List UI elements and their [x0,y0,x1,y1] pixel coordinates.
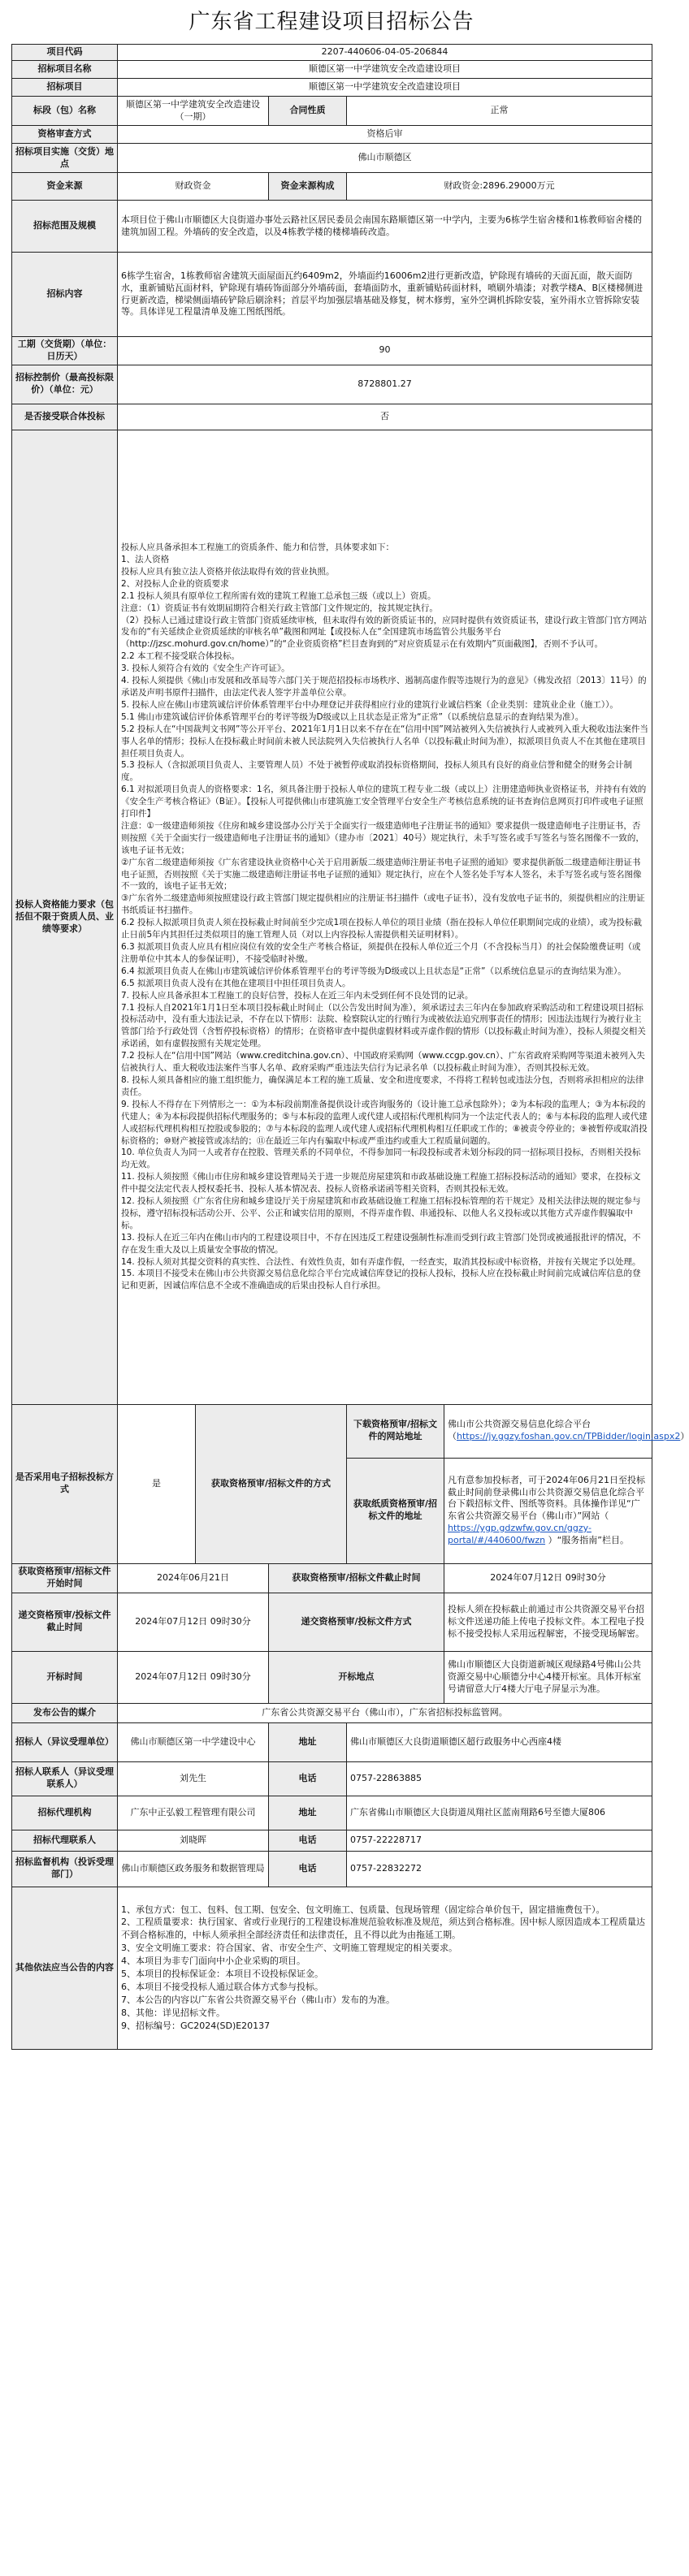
tenderer-contact-label: 招标人联系人（异议受理联系人） [12,1761,118,1796]
requirement-paragraph: 6.2 投标人拟派项目负责人须在投标截止时间前至少完成1项在投标人单位的项目业绩（指在投标人单位任职期间完成的业绩），或为投标截止日前5年内其担任过类似项目的施工管理人员（对以上内容投标人需提供相关证明材料）。 [121,918,642,940]
requirement-paragraph: 13. 投标人在近三年内在佛山市内的工程建设项目中，不存在因违反工程建设强制性标准而受到行政主管部门处罚或被通报批评的情况，不存在发生重大及以上质量安全事故的情况。 [121,1232,641,1255]
row-requirements [12,430,652,1404]
obtain-start-label: 获取资格预审/招标文件开始时间 [12,1563,118,1593]
row-other [12,1887,652,2049]
row-section [12,97,652,126]
requirement-paragraph: 8. 投标人须具备相应的施工组织能力，确保满足本工程的施工质量、安全和进度要求，不得将工程转包或违法分包，否则将承担相应的法律责任。 [121,1074,644,1097]
tenderer-phone-value: 0757-22863885 [347,1761,652,1796]
other-label: 其他依法应当公告的内容 [12,1887,118,2049]
agency-label: 招标代理机构 [12,1796,118,1830]
section-value: 顺德区第一中学建筑安全改造建设（一期） [118,97,269,126]
contract-nature-label: 合同性质 [269,97,347,126]
row-agency-contact [12,1830,652,1851]
opening-place-value: 佛山市顺德区大良街道新城区观绿路4号佛山公共资源交易中心顺德分中心4楼开标室。具体开标室号请留意大厅4楼大厅电子屏显示为准。 [444,1651,652,1703]
fund-source-value: 财政资金 [118,173,269,201]
requirement-paragraph: 12. 投标人须按照《广东省住房和城乡建设厅关于房屋建筑和市政基础设施工程施工招标投标管理的若干规定》及相关法律法规的规定参与投标，遵守招标投标活动公开、公平、公正和诚实信用的原则，不得弄虚作假、串通投标、以他人名义投标或以其他方式弄虚作假骗取中标。 [121,1196,641,1230]
duration-label: 工期（交货期）（单位：日历天） [12,337,118,365]
supervision-value: 佛山市顺德区政务服务和数据管理局 [118,1851,269,1887]
project-name-value: 顺德区第一中学建筑安全改造建设项目 [118,61,652,79]
scope-label: 招标范围及规模 [12,201,118,253]
other-content-paragraph: 5、本项目的投标保证金：本项目不设投标保证金。 [121,1969,323,1980]
other-content-paragraph: 2、工程质量要求：执行国家、省或行业现行的工程建设标准规范验收标准及规范，须达到合格标准。因中标人原因造成本工程质量达不到合格标准的，中标人须承担全部经济责任和法律责任，且不得以此为由拖延工期。 [121,1917,645,1941]
requirement-paragraph: 5. 投标人应在佛山市建筑诚信评价体系管理平台中办理登记并获得相应行业的建筑行业诚信档案（企业类别：建筑业企业（施工））。 [121,699,618,710]
other-content-paragraph: 1、承包方式：包工、包料、包工期、包安全、包文明施工、包质量、包现场管理（固定综合单价包干，固定措施费包干）。 [121,1904,605,1915]
row-opening [12,1651,652,1703]
requirement-paragraph: 11. 投标人须按照《佛山市住房和城乡建设管理局关于进一步规范房屋建筑和市政基础设施工程施工招标投标活动的通知》要求，在投标文件中提交法定代表人授权委托书、投标人基本情况表、投标人资格承诺函等相关资料，否则其投标无效。 [121,1172,641,1195]
requirement-paragraph: 2.1 投标人须具有原单位工程所需有效的建筑工程施工总承包三级（或以上）资质。 [121,590,436,601]
tenderer-contact-value: 刘先生 [118,1761,269,1796]
requirements-value [118,430,652,1404]
control-price-label: 招标控制价（最高投标限价）（单位：元） [12,365,118,404]
requirement-paragraph: 2、对投标人企业的资质要求 [121,578,229,589]
other-value [118,1887,652,2049]
location-label: 招标项目实施（交货）地点 [12,144,118,173]
supervision-label: 招标监督机构（投诉受理部门） [12,1851,118,1887]
row-tenderer-contact [12,1761,652,1796]
row-project-code [12,45,652,61]
requirement-paragraph: 6.5 拟派项目负责人没有在其他在建项目中担任项目负责人。 [121,978,351,988]
other-content-paragraph: 8、其他：详见招标文件。 [121,2008,225,2018]
obtain-method-label: 获取资格预审/招标文件的方式 [196,1404,347,1563]
obtain-end-value: 2024年07月12日 09时30分 [444,1563,652,1593]
requirement-paragraph: 注意：（1）资质证书有效期届期符合相关行政主管部门文件规定的，按其规定执行。 [121,603,438,613]
consortium-value: 否 [118,404,652,430]
row-duration [12,337,652,365]
content-value: 6栋学生宿舍，1栋教师宿舍建筑天面屋面瓦约6409m2，外墙面约16006m2进行更新改造，铲除现有墙砖的天面瓦面，散天面防水，重新铺贴瓦面材料，铲除现有墙砖饰面部分外墙砖面，套墙面防水，重新铺贴砖面材料，喷刷外墙漆；对教学楼A、B区楼梯侧进行更新改造，梯梁侧面墙砖铲除后刷涂料；首层平均加强层墙基础及修复，树木修剪，室外空调机拆除安装，室外雨水立管拆除安装等。具体详见工程量清单及施工图纸图纸。 [118,253,652,337]
download-site-link[interactable]: https://jy.ggzy.foshan.gov.cn/TPBidder/login.aspx2 [457,1431,681,1442]
tenderer-phone-label: 电话 [269,1761,347,1796]
location-value: 佛山市顺德区 [118,144,652,173]
requirement-paragraph: 7.1 投标人自2021年1月1日至本项目投标截止时间止（以公告发出时间为准），须承诺过去三年内在参加政府采购活动和工程建设项目招标投标活动中，没有重大违法记录，不存在以下情形：法院、检察院认定的行贿行为或被依法追究刑事责任的情形；因违法违规行为被行业主管部门给予行政处罚（含暂停投标资格）的情形；在资格审查中提供虚假材料或弄虚作假的情形（以投标截止时间为准），投标人须提交相关承诺函，如有虚假按照有关规定处理。 [121,1002,646,1049]
tenderer-address-value: 佛山市顺德区大良街道顺德区超行政服务中心西座4楼 [347,1722,652,1761]
requirement-paragraph: 投标人应具备承担本工程施工的资质条件、能力和信誉，具体要求如下： [121,542,394,553]
other-content-paragraph: 7、本公告的内容以广东省公共资源交易平台（佛山市）发布的为准。 [121,1995,395,2006]
electronic-label: 是否采用电子招标投标方式 [12,1404,118,1563]
project-name-label: 招标项目名称 [12,61,118,79]
row-content [12,253,652,337]
requirement-paragraph: 注意：①一级建造师须按《住房和城乡建设部办公厅关于全面实行一级建造师电子注册证书的通知》要求提供一级建造师电子注册证书，否则按照《关于全面实行一级建造师电子注册证书的通知》（建办市〔2021〕40号）规定执行，未手写签名或手写签名与签名图像不一致的，该电子证书无效； [121,820,644,855]
submit-method-label: 递交资格预审/投标文件方式 [269,1593,444,1651]
media-value: 广东省公共资源交易平台（佛山市），广东省招标投标监管网。 [118,1703,652,1722]
row-control-price [12,365,652,404]
content-label: 招标内容 [12,253,118,337]
requirement-paragraph: 投标人应具有独立法人资格并依法取得有效的营业执照。 [121,566,335,577]
requirement-paragraph: 5.2 投标人在“中国裁判文书网”等公开平台、2021年1月1日以来不存在在“信用中国”网站被列入失信被执行人或被列入重大税收违法案件当事人名单的情形；投标人在投标截止时间前未被人民法院列入失信被执行人名单（以投标截止时间为准），拟派项目负责人不在其他在建项目担任项目负责人。 [121,724,648,759]
submit-method-value: 投标人须在投标截止前通过市公共资源交易平台招标文件送递功能上传电子投标文件。本工程电子投标不接受投标人采用远程解密，不接受现场解密。 [444,1593,652,1651]
download-site-close: ） [680,1431,689,1442]
requirement-paragraph: 15. 本项目不接受未在佛山市公共资源交易信息化综合平台完成诚信库登记的投标人投标，投标人应在投标截止时间前完成诚信库信息的登记和更新，因诚信库信息不全或不准确造成的后果由投标人自行承担。 [121,1269,641,1291]
opening-time-label: 开标时间 [12,1651,118,1703]
row-scope [12,201,652,253]
tenderer-value: 佛山市顺德区第一中学建设中心 [118,1722,269,1761]
agency-value: 广东中正弘毅工程管理有限公司 [118,1796,269,1830]
other-content-paragraph: 4、本项目为非专门面向中小企业采购的项目。 [121,1956,306,1967]
other-content-paragraph: 3、安全文明施工要求：符合国家、省、市安全生产、文明施工管理规定的相关要求。 [121,1943,457,1954]
electronic-value: 是 [118,1404,196,1563]
requirement-paragraph: ③广东省外二级建造师须按照建设行政主管部门规定提供相应的注册证书扫描件（或电子证书），没有发放电子证书的，须提供相应的注册证书纸质证书扫描件。 [121,893,645,916]
download-site-label: 下载资格预审/招标文件的网站地址 [347,1404,444,1458]
requirement-paragraph: 3. 投标人须符合有效的《安全生产许可证》。 [121,663,290,674]
other-content-list [121,1904,648,2033]
submit-deadline-label: 递交资格预审/投标文件截止时间 [12,1593,118,1651]
requirement-paragraph: 14. 投标人须对其提交资料的真实性、合法性、有效性负责，如有弄虚作假，一经查实，取消其投标或中标资格，并按有关规定予以处理。 [121,1256,641,1267]
agency-address-label: 地址 [269,1796,347,1830]
paper-address-label: 获取纸质资格预审/招标文件的地址 [347,1458,444,1563]
supervision-phone-value: 0757-22832272 [347,1851,652,1887]
requirements-label: 投标人资格能力要求（包括但不限于资质人员、业绩等要求） [12,430,118,1404]
requirement-paragraph: 7. 投标人应具备承担本工程施工的良好信誉，投标人在近三年内未受到任何不良处罚的记录。 [121,990,474,1001]
tenderer-address-label: 地址 [269,1722,347,1761]
page-title: 广东省工程建设项目招标公告 [188,10,474,34]
paper-address-close: ）“服务指南”栏目。 [545,1534,629,1545]
project-code-value: 2207-440606-04-05-206844 [118,45,652,61]
row-qualification [12,126,652,144]
paper-address-value [444,1458,652,1563]
tender-project-value: 顺德区第一中学建筑安全改造建设项目 [118,79,652,97]
agency-contact-value: 刘晓晖 [118,1830,269,1851]
consortium-label: 是否接受联合体投标 [12,404,118,430]
announcement-table [11,44,689,2050]
opening-place-label: 开标地点 [269,1651,444,1703]
submit-deadline-value: 2024年07月12日 09时30分 [118,1593,269,1651]
obtain-end-label: 获取资格预审/招标文件截止时间 [269,1563,444,1593]
qualification-value: 资格后审 [118,126,652,144]
scope-value: 本项目位于佛山市顺德区大良街道办事处云路社区居民委员会南国东路顺德区第一中学内，主要为6栋学生宿舍楼和1栋教师宿舍楼的建筑加固工程。外墙砖的安全改造，以及4栋教学楼的楼梯墙砖改造。 [118,201,652,253]
section-label: 标段（包）名称 [12,97,118,126]
agency-contact-label: 招标代理联系人 [12,1830,118,1851]
contract-nature-value: 正常 [347,97,652,126]
row-fund-source [12,173,652,201]
requirement-paragraph: 6.4 拟派项目负责人在佛山市建筑诚信评价体系管理平台的考评等级为D级或以上且状态是“正常”（以系统信息显示的查询结果为准）。 [121,966,626,976]
other-content-paragraph: 9、招标编号：GC2024(SD)E20137 [121,2020,271,2031]
requirement-paragraph: 9. 投标人不得存在下列情形之一：①为本标段前期准备提供设计或咨询服务的（设计施工总承包除外）；②为本标段的监理人；③为本标段的代建人；④为本标段提供招标代理服务的；⑤与本标段的监理人或代建人或招标代理机构同为一个法定代表人的；⑥与本标段的监理人或代建人或招标代理机构相互控股或参股的；⑦与本标段的监理人或代建人或招标代理机构相互任职或工作的；⑧被责令停业的；⑨被暂停或取消投标资格的；⑩财产被接管或冻结的；⑪在最近三年内有骗取中标或严重违约或重大工程质量问题的。 [121,1099,648,1146]
row-agency [12,1796,652,1830]
requirement-paragraph: 10. 单位负责人为同一人或者存在控股、管理关系的不同单位，不得参加同一标段投标或者未划分标段的同一招标项目投标，否则相关投标均无效。 [121,1148,641,1170]
fund-source-label: 资金来源 [12,173,118,201]
project-code-label: 项目代码 [12,45,118,61]
paper-address-text: 凡有意参加投标者，可于2024年06月21日至投标截止时间前登录佛山市公共资源交易信息化综合平台下载招标文件、图纸等资料。具体操作详见“广东省公共资源交易平台（佛山市）”网站（ [448,1474,645,1522]
requirement-paragraph: 2.2 本工程不接受联合体投标。 [121,651,240,662]
supervision-phone-label: 电话 [269,1851,347,1887]
row-submit [12,1593,652,1651]
agency-address-value: 广东省佛山市顺德区大良街道凤翔社区蓝南翔路6号至德大厦806 [347,1796,652,1830]
duration-value: 90 [118,337,652,365]
download-site-text: 佛山市公共资源交易信息化综合平台（ [448,1419,591,1442]
requirement-paragraph: 4. 投标人须提供《佛山市发展和改革局等六部门关于规范招投标市场秩序、遏制高虚作假等违规行为的意见》（佛发改招〔2013〕11号）的承诺及声明书原件扫描件，由法定代表人签字并盖单位公章。 [121,676,647,698]
qualification-label: 资格审查方式 [12,126,118,144]
obtain-start-value: 2024年06月21日 [118,1563,269,1593]
tender-project-label: 招标项目 [12,79,118,97]
row-tenderer [12,1722,652,1761]
requirement-paragraph: 1、法人资格 [121,555,170,564]
row-consortium [12,404,652,430]
row-tender-project [12,79,652,97]
row-media [12,1703,652,1722]
requirement-paragraph: 5.3 投标人（含拟派项目负责人、主要管理人员）不处于被暂停或取消投标资格期间，投标人须具有良好的商业信誉和健全的财务会计制度。 [121,760,633,783]
requirement-paragraph: 7.2 投标人在“信用中国”网站（www.creditchina.gov.cn）、中国政府采购网（www.ccgp.gov.cn）、广东省政府采购网等渠道未被列入失信被执行人、重大税收违法案件当事人名单、政府采购严重违法失信行为记录名单（以投标截止时间为准），否则其投标无效。 [121,1051,645,1074]
row-electronic-1 [12,1404,652,1458]
tenderer-label: 招标人（异议受理单位） [12,1722,118,1761]
requirement-paragraph: 5.1 佛山市建筑诚信评价体系管理平台的考评等级为D级或以上且状态是正常为“正常”（以系统信息显示的查询结果为准）。 [121,711,584,722]
other-content-paragraph: 6、本项目不接受投标人通过联合体方式参与投标。 [121,1982,323,1993]
requirement-paragraph: 6.1 对拟派项目负责人的资格要求：1名，须具备注册于投标人单位的建筑工程专业二级（或以上）注册建造师执业资格证书，并持有有效的《安全生产考核合格证》（B证）。【投标人可提供佛山市建筑施工安全管理平台安全生产考核信息系统的证书查询信息网页打印件或电子证照打印件】 [121,784,647,819]
agency-phone-value: 0757-22228717 [347,1830,652,1851]
requirement-paragraph: 6.3 拟派项目负责人应具有相应岗位有效的安全生产考核合格证，须提供在投标人单位近三个月（不含投标当月）的社会保险缴费证明（或注册单位中其本人的参保证明），不接受临时补缴。 [121,942,641,964]
download-site-value [444,1404,689,1458]
opening-time-value: 2024年07月12日 09时30分 [118,1651,269,1703]
control-price-value: 8728801.27 [118,365,652,404]
requirements-list [121,542,648,1292]
fund-composition-label: 资金来源构成 [269,173,347,201]
fund-composition-value: 财政资金:2896.29000万元 [347,173,652,201]
media-label: 发布公告的媒介 [12,1703,118,1722]
row-supervision [12,1851,652,1887]
row-location [12,144,652,173]
requirement-paragraph: ②广东省二级建造师须按《广东省建设执业资格中心关于启用新版二级建造师注册证书电子证照的通知》要求提供新版二级建造师注册证书电子证照，否则按照《关于实施二级建造师注册证书电子证照的通知》规定执行，应在个人签名处手写本人签名，未手写签名或与签名图像不一致的，该电子证书无效； [121,857,642,892]
row-obtain-time [12,1563,652,1593]
requirement-paragraph: （2）投标人已通过建设行政主管部门资质延续审核，但未取得有效的新资质证书的，应同时提供有效资质证书，建设行政主管部门官方网站发布的“有关延续企业资质延续的审核名单”截图和网址【或投标人在“全国建筑市场监管公共服务平台（http://jzsc.mohurd.gov.cn/home）”的“企业资质资格”栏目查询到的“对应资质显示在有效期内”页面截图】，否则不予认可。 [121,615,648,650]
row-project-name [12,61,652,79]
service-guide-link[interactable]: https://ygp.gdzwfw.gov.cn/ggzy-portal/#/440600/fwzn [448,1523,592,1545]
agency-phone-label: 电话 [269,1830,347,1851]
